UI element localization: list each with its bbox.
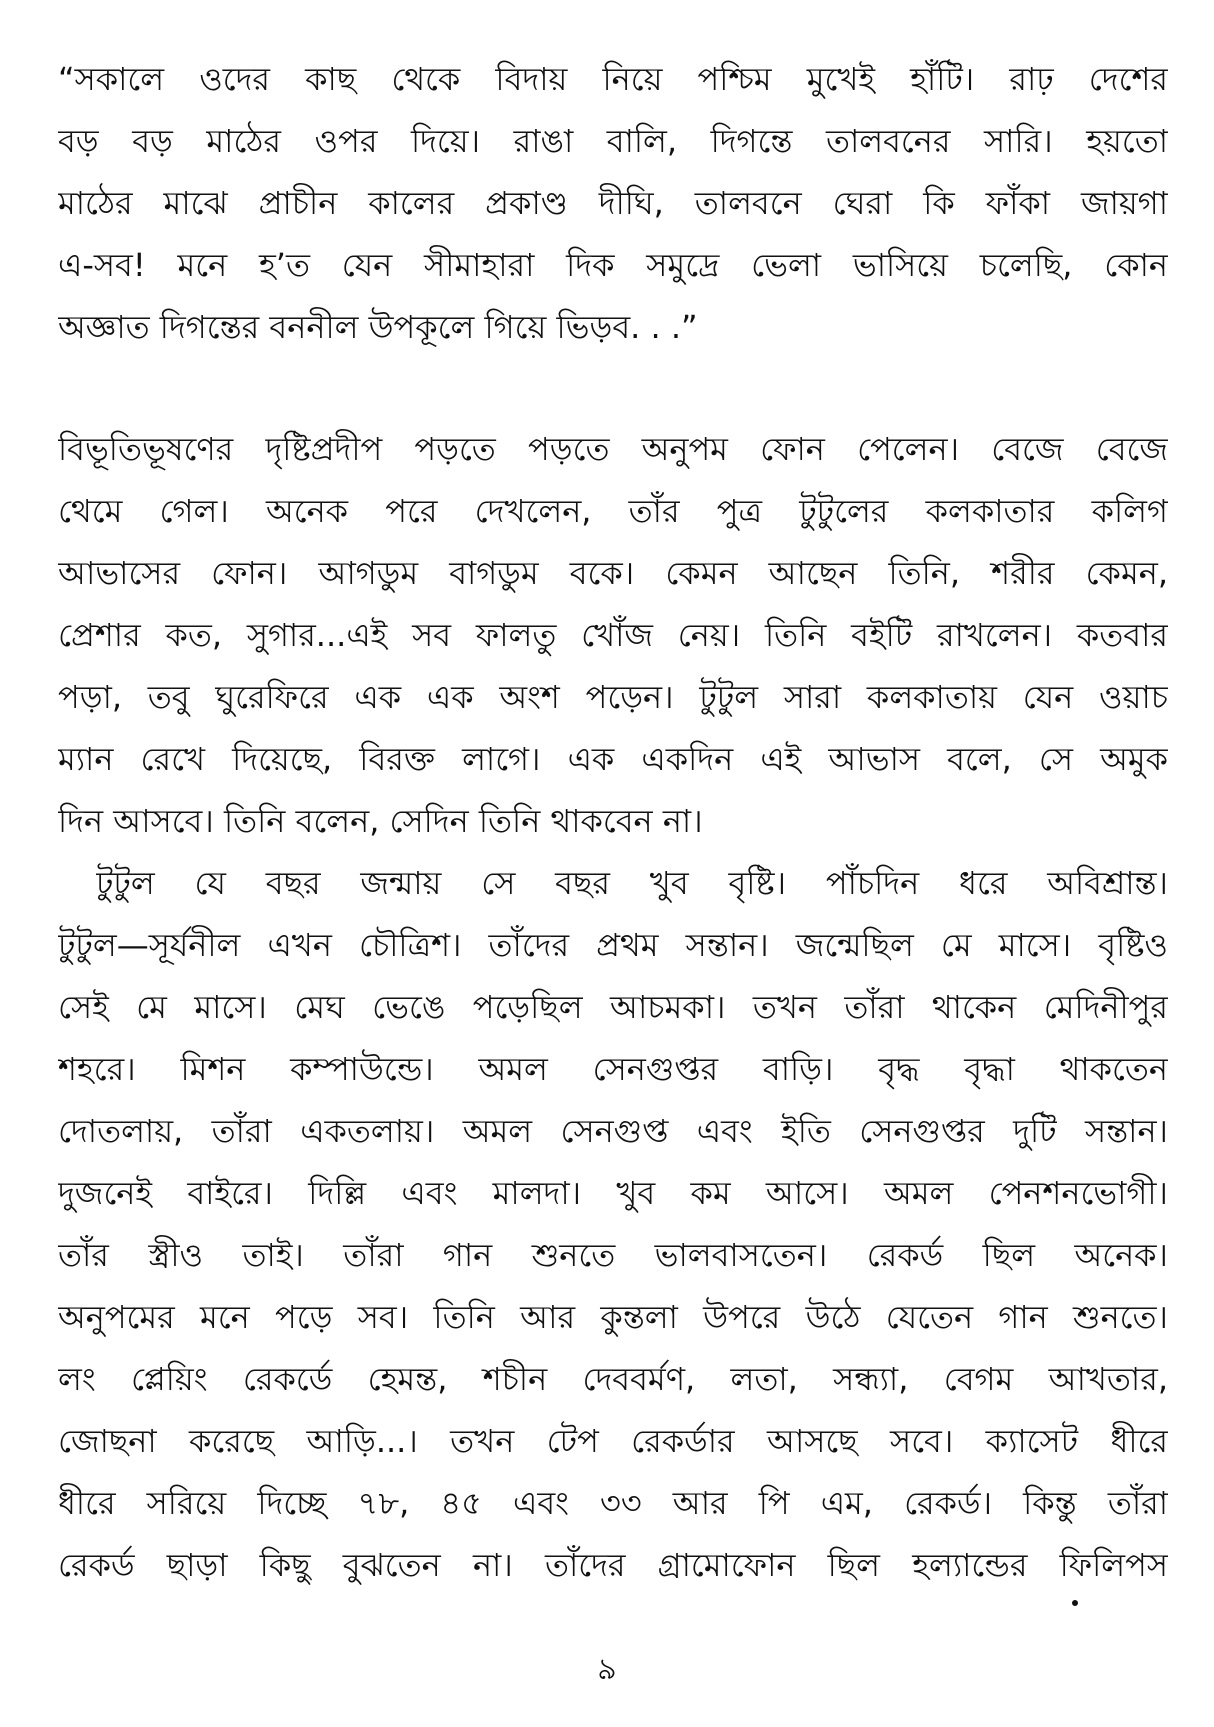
- text-line: সেই মে মাসে। মেঘ ভেঙে পড়েছিল আচমকা। তখন তাঁরা থাকেন মেদিনীপুর: [58, 988, 1168, 1026]
- text-line: শহরে। মিশন কম্পাউন্ডে। অমল সেনগুপ্তর বাড়ি। বৃদ্ধ বৃদ্ধা থাকতেন: [58, 1050, 1168, 1088]
- text-line: দোতলায়, তাঁরা একতলায়। অমল সেনগুপ্ত এবং ইতি সেনগুপ্তর দুটি সন্তান।: [58, 1112, 1168, 1150]
- text-line: এ-সব! মনে হ’ত যেন সীমাহারা দিক সমুদ্রে ভেলা ভাসিয়ে চলেছি, কোন: [58, 246, 1168, 284]
- text-line: দিন আসবে। তিনি বলেন, সেদিন তিনি থাকবেন না।: [58, 802, 703, 840]
- text-line: আভাসের ফোন। আগডুম বাগডুম বকে। কেমন আছেন তিনি, শরীর কেমন,: [58, 554, 1168, 592]
- text-line: জোছনা করেছে আড়ি...। তখন টেপ রেকর্ডার আসছে সবে। ক্যাসেট ধীরে: [58, 1422, 1168, 1460]
- text-line: ম্যান রেখে দিয়েছে, বিরক্ত লাগে। এক একদিন এই আভাস বলে, সে অমুক: [58, 740, 1168, 778]
- text-line: রেকর্ড ছাড়া কিছু বুঝতেন না। তাঁদের গ্রামোফোন ছিল হল্যান্ডের ফিলিপস: [58, 1546, 1168, 1584]
- text-line: প্রেশার কত, সুগার...এই সব ফালতু খোঁজ নেয়। তিনি বইটি রাখলেন। কতবার: [58, 616, 1168, 654]
- ink-speck: [1072, 1600, 1078, 1606]
- text-line: তাঁর স্ত্রীও তাই। তাঁরা গান শুনতে ভালবাসতেন। রেকর্ড ছিল অনেক।: [58, 1236, 1168, 1274]
- text-line: অনুপমের মনে পড়ে সব। তিনি আর কুন্তলা উপরে উঠে যেতেন গান শুনতে।: [58, 1298, 1168, 1336]
- text-line: থেমে গেল। অনেক পরে দেখলেন, তাঁর পুত্র টুটুলের কলকাতার কলিগ: [58, 492, 1168, 530]
- text-line: অজ্ঞাত দিগন্তের বননীল উপকূলে গিয়ে ভিড়ব. . .”: [58, 308, 698, 346]
- text-line: দুজনেই বাইরে। দিল্লি এবং মালদা। খুব কম আসে। অমল পেনশনভোগী।: [58, 1174, 1168, 1212]
- text-line: ধীরে সরিয়ে দিচ্ছে ৭৮, ৪৫ এবং ৩৩ আর পি এম, রেকর্ড। কিন্তু তাঁরা: [58, 1484, 1168, 1522]
- page-number: ৯: [597, 1652, 617, 1687]
- text-line: লং প্লেয়িং রেকর্ডে হেমন্ত, শচীন দেববর্মণ, লতা, সন্ধ্যা, বেগম আখতার,: [58, 1360, 1168, 1398]
- text-line: “সকালে ওদের কাছ থেকে বিদায় নিয়ে পশ্চিম মুখেই হাঁটি। রাঢ় দেশের: [58, 60, 1168, 98]
- text-line: বড় বড় মাঠের ওপর দিয়ে। রাঙা বালি, দিগন্তে তালবনের সারি। হয়তো: [58, 122, 1168, 160]
- text-line: টুটুল যে বছর জন্মায় সে বছর খুব বৃষ্টি। পাঁচদিন ধরে অবিশ্রান্ত।: [96, 864, 1168, 902]
- text-line: মাঠের মাঝে প্রাচীন কালের প্রকাণ্ড দীঘি, তালবনে ঘেরা কি ফাঁকা জায়গা: [58, 184, 1168, 222]
- text-line: বিভূতিভূষণের দৃষ্টিপ্রদীপ পড়তে পড়তে অনুপম ফোন পেলেন। বেজে বেজে: [58, 430, 1168, 468]
- text-line: পড়া, তবু ঘুরেফিরে এক এক অংশ পড়েন। টুটুল সারা কলকাতায় যেন ওয়াচ: [58, 678, 1168, 716]
- text-line: টুটুল—সূর্যনীল এখন চৌত্রিশ। তাঁদের প্রথম সন্তান। জন্মেছিল মে মাসে। বৃষ্টিও: [58, 926, 1168, 964]
